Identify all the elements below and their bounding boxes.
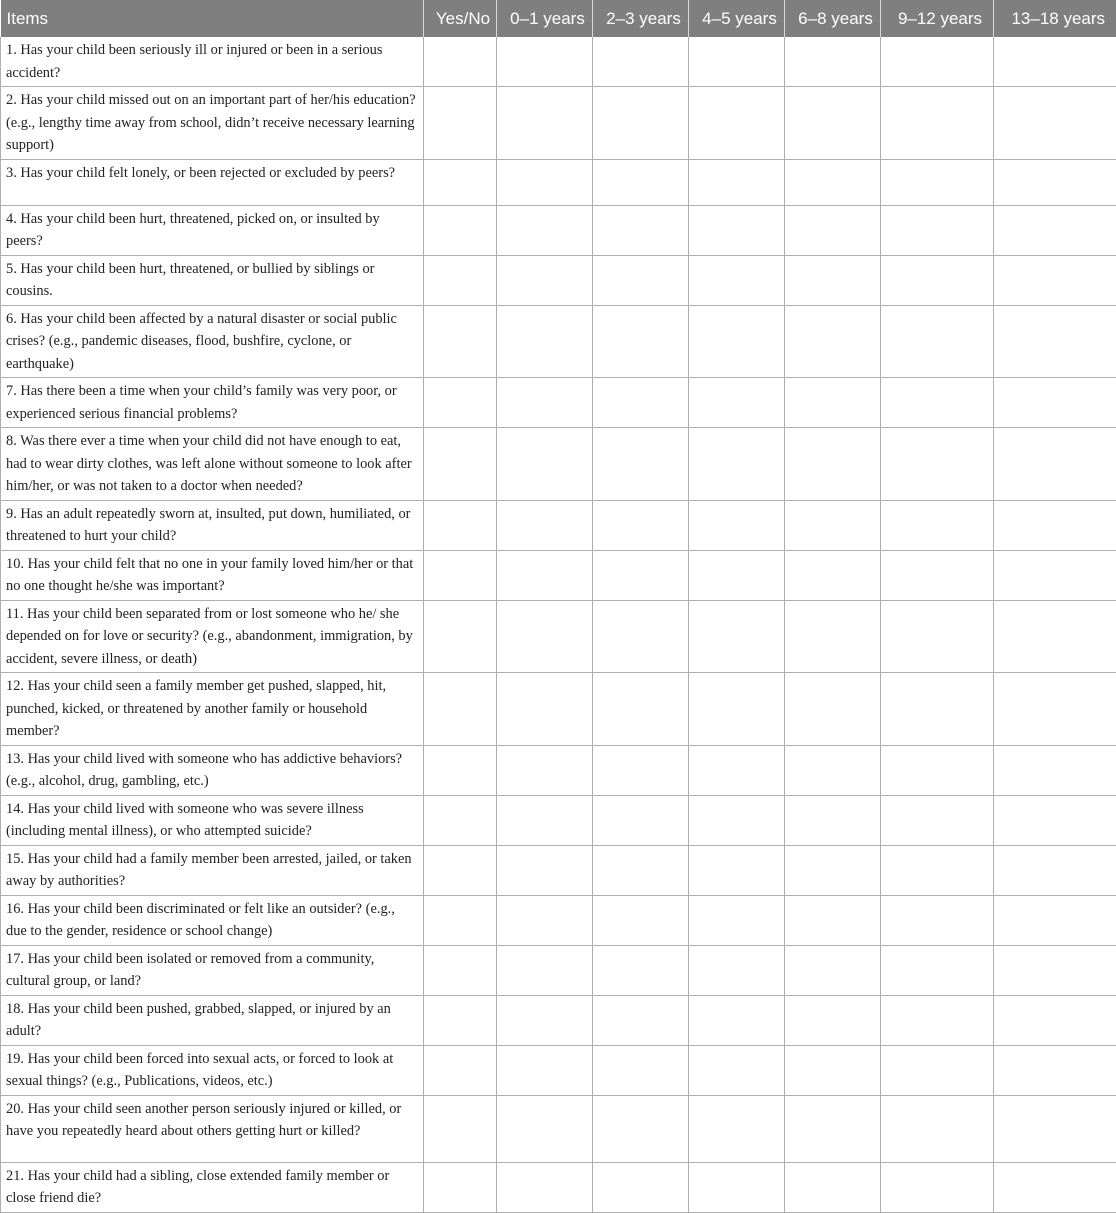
yes-no-cell[interactable] [424,795,497,845]
age-6-8-cell[interactable] [785,37,881,87]
table-row [1,378,1116,428]
yes-no-cell[interactable] [424,205,497,255]
table-row [1,845,1116,895]
age-4-5-cell[interactable] [689,995,785,1045]
age-13-18-cell[interactable] [994,673,1116,746]
age-0-1-cell[interactable] [497,1162,593,1212]
age-6-8-cell[interactable] [785,378,881,428]
table-row [1,673,1116,746]
age-2-3-cell[interactable] [593,87,689,160]
age-13-18-cell[interactable] [994,895,1116,945]
age-0-1-cell[interactable] [497,500,593,550]
yes-no-cell[interactable] [424,1095,497,1162]
age-0-1-cell[interactable] [497,673,593,746]
item-question: 12. Has your child seen a family member get pushed, slapped, hit, punched, kicked, or threatened by another family or household member? [1,673,424,746]
age-0-1-cell[interactable] [497,37,593,87]
yes-no-cell[interactable] [424,845,497,895]
yes-no-cell[interactable] [424,745,497,795]
age-0-1-cell[interactable] [497,845,593,895]
table-row [1,37,1116,87]
age-9-12-cell[interactable] [881,673,994,746]
table-row [1,1095,1116,1162]
age-13-18-cell[interactable] [994,945,1116,995]
age-2-3-cell[interactable] [593,1162,689,1212]
header-row [1,0,1116,37]
age-4-5-cell[interactable] [689,428,785,501]
age-4-5-cell[interactable] [689,945,785,995]
item-question: 6. Has your child been affected by a natural disaster or social public crises? (e.g., pandemic diseases, flood, bushfire, cyclone, or earthquake) [1,305,424,378]
table-row [1,600,1116,673]
age-9-12-cell[interactable] [881,945,994,995]
yes-no-cell[interactable] [424,550,497,600]
age-0-1-cell[interactable] [497,378,593,428]
age-13-18-cell[interactable] [994,550,1116,600]
age-4-5-cell[interactable] [689,845,785,895]
age-6-8-cell[interactable] [785,995,881,1045]
age-2-3-cell[interactable] [593,205,689,255]
item-question: 10. Has your child felt that no one in your family loved him/her or that no one thought he/she was important? [1,550,424,600]
age-4-5-cell[interactable] [689,550,785,600]
yes-no-cell[interactable] [424,305,497,378]
age-4-5-cell[interactable] [689,500,785,550]
age-4-5-cell[interactable] [689,673,785,746]
age-0-1-cell[interactable] [497,1095,593,1162]
item-question: 18. Has your child been pushed, grabbed, slapped, or injured by an adult? [1,995,424,1045]
header-9-12-years: 9–12 years [881,0,994,37]
age-4-5-cell[interactable] [689,1045,785,1095]
age-0-1-cell[interactable] [497,1045,593,1095]
age-2-3-cell[interactable] [593,428,689,501]
age-2-3-cell[interactable] [593,159,689,205]
age-9-12-cell[interactable] [881,159,994,205]
age-9-12-cell[interactable] [881,1095,994,1162]
yes-no-cell[interactable] [424,159,497,205]
age-6-8-cell[interactable] [785,1162,881,1212]
table-header [1,0,1116,37]
age-9-12-cell[interactable] [881,1162,994,1212]
table-row [1,87,1116,160]
header-4-5-years: 4–5 years [689,0,785,37]
age-9-12-cell[interactable] [881,550,994,600]
age-13-18-cell[interactable] [994,995,1116,1045]
yes-no-cell[interactable] [424,895,497,945]
age-13-18-cell[interactable] [994,600,1116,673]
table-row [1,305,1116,378]
age-0-1-cell[interactable] [497,255,593,305]
yes-no-cell[interactable] [424,995,497,1045]
yes-no-cell[interactable] [424,1045,497,1095]
age-2-3-cell[interactable] [593,255,689,305]
age-13-18-cell[interactable] [994,378,1116,428]
item-question: 9. Has an adult repeatedly sworn at, insulted, put down, humiliated, or threatened to hurt your child? [1,500,424,550]
item-question: 2. Has your child missed out on an important part of her/his education? (e.g., lengthy time away from school, didn’t receive necessary learning support) [1,87,424,160]
age-9-12-cell[interactable] [881,255,994,305]
age-4-5-cell[interactable] [689,87,785,160]
table-row [1,255,1116,305]
age-0-1-cell[interactable] [497,305,593,378]
item-question: 20. Has your child seen another person seriously injured or killed, or have you repeatedly heard about others getting hurt or killed? [1,1095,424,1162]
age-2-3-cell[interactable] [593,550,689,600]
age-4-5-cell[interactable] [689,745,785,795]
item-question: 13. Has your child lived with someone who has addictive behaviors? (e.g., alcohol, drug, gambling, etc.) [1,745,424,795]
age-2-3-cell[interactable] [593,795,689,845]
yes-no-cell[interactable] [424,1162,497,1212]
age-9-12-cell[interactable] [881,995,994,1045]
yes-no-cell[interactable] [424,500,497,550]
age-4-5-cell[interactable] [689,1095,785,1162]
age-13-18-cell[interactable] [994,37,1116,87]
age-13-18-cell[interactable] [994,500,1116,550]
age-0-1-cell[interactable] [497,550,593,600]
age-6-8-cell[interactable] [785,845,881,895]
age-4-5-cell[interactable] [689,895,785,945]
table-row [1,205,1116,255]
table-row [1,745,1116,795]
age-2-3-cell[interactable] [593,745,689,795]
age-9-12-cell[interactable] [881,795,994,845]
yes-no-cell[interactable] [424,87,497,160]
age-6-8-cell[interactable] [785,795,881,845]
yes-no-cell[interactable] [424,255,497,305]
table-row [1,1162,1116,1212]
age-13-18-cell[interactable] [994,1095,1116,1162]
age-2-3-cell[interactable] [593,37,689,87]
table-row [1,945,1116,995]
age-4-5-cell[interactable] [689,255,785,305]
age-6-8-cell[interactable] [785,428,881,501]
age-2-3-cell[interactable] [593,500,689,550]
age-9-12-cell[interactable] [881,37,994,87]
age-0-1-cell[interactable] [497,600,593,673]
header-2-3-years: 2–3 years [593,0,689,37]
age-4-5-cell[interactable] [689,795,785,845]
age-6-8-cell[interactable] [785,87,881,160]
age-0-1-cell[interactable] [497,945,593,995]
age-6-8-cell[interactable] [785,159,881,205]
age-6-8-cell[interactable] [785,673,881,746]
yes-no-cell[interactable] [424,945,497,995]
age-2-3-cell[interactable] [593,378,689,428]
age-9-12-cell[interactable] [881,378,994,428]
age-4-5-cell[interactable] [689,305,785,378]
table-row [1,159,1116,205]
age-9-12-cell[interactable] [881,428,994,501]
item-question: 21. Has your child had a sibling, close extended family member or close friend die? [1,1162,424,1212]
item-question: 17. Has your child been isolated or removed from a community, cultural group, or land? [1,945,424,995]
yes-no-cell[interactable] [424,673,497,746]
age-9-12-cell[interactable] [881,87,994,160]
age-0-1-cell[interactable] [497,745,593,795]
item-question: 16. Has your child been discriminated or felt like an outsider? (e.g., due to the gender, residence or school change) [1,895,424,945]
item-question: 15. Has your child had a family member been arrested, jailed, or taken away by authorities? [1,845,424,895]
table-row [1,995,1116,1045]
age-4-5-cell[interactable] [689,378,785,428]
age-6-8-cell[interactable] [785,600,881,673]
table-row [1,428,1116,501]
age-0-1-cell[interactable] [497,205,593,255]
age-2-3-cell[interactable] [593,995,689,1045]
age-0-1-cell[interactable] [497,159,593,205]
item-question: 4. Has your child been hurt, threatened, picked on, or insulted by peers? [1,205,424,255]
age-13-18-cell[interactable] [994,205,1116,255]
age-4-5-cell[interactable] [689,159,785,205]
table-row [1,550,1116,600]
age-13-18-cell[interactable] [994,428,1116,501]
age-0-1-cell[interactable] [497,87,593,160]
age-2-3-cell[interactable] [593,1045,689,1095]
age-2-3-cell[interactable] [593,845,689,895]
header-0-1-years: 0–1 years [497,0,593,37]
age-13-18-cell[interactable] [994,1045,1116,1095]
age-9-12-cell[interactable] [881,600,994,673]
age-9-12-cell[interactable] [881,745,994,795]
age-2-3-cell[interactable] [593,305,689,378]
yes-no-cell[interactable] [424,428,497,501]
header-yes-no: Yes/No [424,0,497,37]
yes-no-cell[interactable] [424,378,497,428]
age-9-12-cell[interactable] [881,500,994,550]
age-6-8-cell[interactable] [785,895,881,945]
age-9-12-cell[interactable] [881,305,994,378]
age-13-18-cell[interactable] [994,845,1116,895]
age-2-3-cell[interactable] [593,945,689,995]
item-question: 19. Has your child been forced into sexual acts, or forced to look at sexual things? (e.g., Publications, videos, etc.) [1,1045,424,1095]
age-13-18-cell[interactable] [994,305,1116,378]
header-items: Items [1,0,424,37]
age-0-1-cell[interactable] [497,795,593,845]
age-2-3-cell[interactable] [593,600,689,673]
age-13-18-cell[interactable] [994,795,1116,845]
header-6-8-years: 6–8 years [785,0,881,37]
item-question: 7. Has there been a time when your child’s family was very poor, or experienced serious financial problems? [1,378,424,428]
item-question: 1. Has your child been seriously ill or injured or been in a serious accident? [1,37,424,87]
age-9-12-cell[interactable] [881,205,994,255]
age-2-3-cell[interactable] [593,895,689,945]
table-row [1,795,1116,845]
table-body [1,37,1116,1212]
age-4-5-cell[interactable] [689,1162,785,1212]
age-6-8-cell[interactable] [785,1045,881,1095]
item-question: 3. Has your child felt lonely, or been rejected or excluded by peers? [1,159,424,205]
age-4-5-cell[interactable] [689,37,785,87]
table-row [1,895,1116,945]
item-question: 8. Was there ever a time when your child did not have enough to eat, had to wear dirty clothes, was left alone without someone to look after him/her, or was not taken to a doctor when needed? [1,428,424,501]
item-question: 5. Has your child been hurt, threatened, or bullied by siblings or cousins. [1,255,424,305]
table-row [1,1045,1116,1095]
age-6-8-cell[interactable] [785,745,881,795]
age-4-5-cell[interactable] [689,600,785,673]
age-9-12-cell[interactable] [881,1045,994,1095]
item-question: 11. Has your child been separated from or lost someone who he/ she depended on for love or security? (e.g., abandonment, immigration, by accident, severe illness, or death) [1,600,424,673]
age-13-18-cell[interactable] [994,1162,1116,1212]
age-9-12-cell[interactable] [881,895,994,945]
age-6-8-cell[interactable] [785,945,881,995]
age-13-18-cell[interactable] [994,255,1116,305]
age-6-8-cell[interactable] [785,1095,881,1162]
age-13-18-cell[interactable] [994,159,1116,205]
age-6-8-cell[interactable] [785,550,881,600]
age-6-8-cell[interactable] [785,305,881,378]
item-question: 14. Has your child lived with someone who was severe illness (including mental illness), or who attempted suicide? [1,795,424,845]
age-13-18-cell[interactable] [994,745,1116,795]
yes-no-cell[interactable] [424,600,497,673]
age-0-1-cell[interactable] [497,428,593,501]
age-0-1-cell[interactable] [497,995,593,1045]
age-2-3-cell[interactable] [593,1095,689,1162]
table-row [1,500,1116,550]
yes-no-cell[interactable] [424,37,497,87]
age-4-5-cell[interactable] [689,205,785,255]
age-0-1-cell[interactable] [497,895,593,945]
age-9-12-cell[interactable] [881,845,994,895]
header-13-18-years: 13–18 years [994,0,1116,37]
age-6-8-cell[interactable] [785,255,881,305]
age-6-8-cell[interactable] [785,205,881,255]
age-2-3-cell[interactable] [593,673,689,746]
age-6-8-cell[interactable] [785,500,881,550]
age-13-18-cell[interactable] [994,87,1116,160]
